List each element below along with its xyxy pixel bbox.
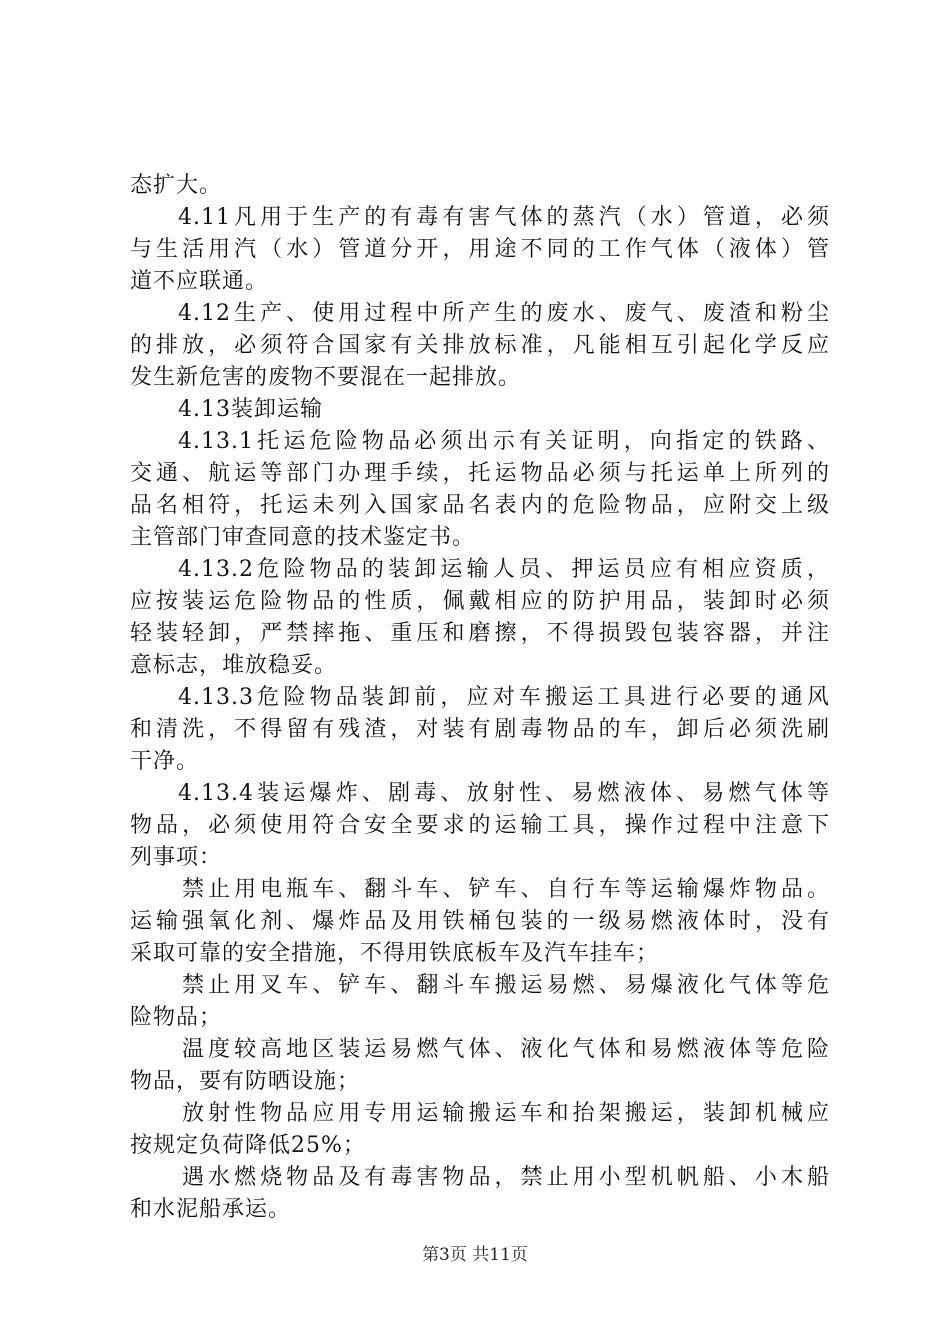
text-line: 主管部门审查同意的技术鉴定书。: [130, 525, 476, 550]
text-line: 的排放，必须符合国家有关排放标准，凡能相互引起化学反应: [130, 333, 830, 358]
document-body: [130, 170, 830, 1226]
text-line: 4.12生产、使用过程中所产生的废水、废气、废渣和粉尘: [178, 301, 830, 326]
text-line: 按规定负荷降低25%；: [130, 1133, 366, 1158]
text-line: 轻装轻卸，严禁摔拖、重压和磨擦，不得损毁包装容器，并注: [130, 621, 830, 646]
text-line: 放射性物品应用专用运输搬运车和抬架搬运，装卸机械应: [182, 1101, 830, 1126]
text-line: 采取可靠的安全措施，不得用铁底板车及汽车挂车；: [130, 941, 660, 966]
text-line: 4.13.3危险物品装卸前，应对车搬运工具进行必要的通风: [178, 685, 830, 710]
text-line: 态扩大。: [130, 173, 223, 198]
text-line: 应按装运危险物品的性质，佩戴相应的防护用品，装卸时必须: [130, 589, 830, 614]
text-line: 交通、航运等部门办理手续，托运物品必须与托运单上所列的: [130, 461, 830, 486]
text-line: 意标志，堆放稳妥。: [130, 653, 338, 678]
text-line: 4.11凡用于生产的有毒有害气体的蒸汽（水）管道，必须: [178, 205, 830, 230]
text-line: 与生活用汽（水）管道分开，用途不同的工作气体（液体）管: [130, 237, 830, 262]
text-line: 遇水燃烧物品及有毒害物品，禁止用小型机帆船、小木船: [182, 1165, 830, 1190]
text-line: 干净。: [130, 749, 200, 774]
text-line: 温度较高地区装运易燃气体、液化气体和易燃液体等危险: [182, 1037, 830, 1062]
page-number-footer: 第3页 共11页: [422, 1245, 528, 1265]
section-heading: 4.13装卸运输: [178, 397, 323, 422]
text-line: 险物品；: [130, 1005, 223, 1030]
text-line: 品名相符，托运未列入国家品名表内的危险物品，应附交上级: [130, 493, 830, 518]
text-line: 列事项：: [130, 845, 223, 870]
text-line: 道不应联通。: [130, 269, 269, 294]
text-line: 物品，要有防晒设施；: [130, 1069, 361, 1094]
text-line: 禁止用叉车、铲车、翻斗车搬运易燃、易爆液化气体等危: [182, 973, 830, 998]
text-line: 4.13.1托运危险物品必须出示有关证明，向指定的铁路、: [178, 429, 830, 454]
text-line: 和水泥船承运。: [130, 1197, 292, 1222]
text-line: 和清洗，不得留有残渣，对装有剧毒物品的车，卸后必须洗刷: [130, 717, 830, 742]
text-line: 运输强氧化剂、爆炸品及用铁桶包装的一级易燃液体时，没有: [130, 909, 830, 934]
text-line: 发生新危害的废物不要混在一起排放。: [130, 365, 522, 390]
text-line: 物品，必须使用符合安全要求的运输工具，操作过程中注意下: [130, 813, 830, 838]
text-line: 4.13.4装运爆炸、剧毒、放射性、易燃液体、易燃气体等: [178, 781, 830, 806]
text-line: 禁止用电瓶车、翻斗车、铲车、自行车等运输爆炸物品。: [182, 877, 830, 902]
text-line: 4.13.2危险物品的装卸运输人员、押运员应有相应资质，: [178, 557, 830, 582]
